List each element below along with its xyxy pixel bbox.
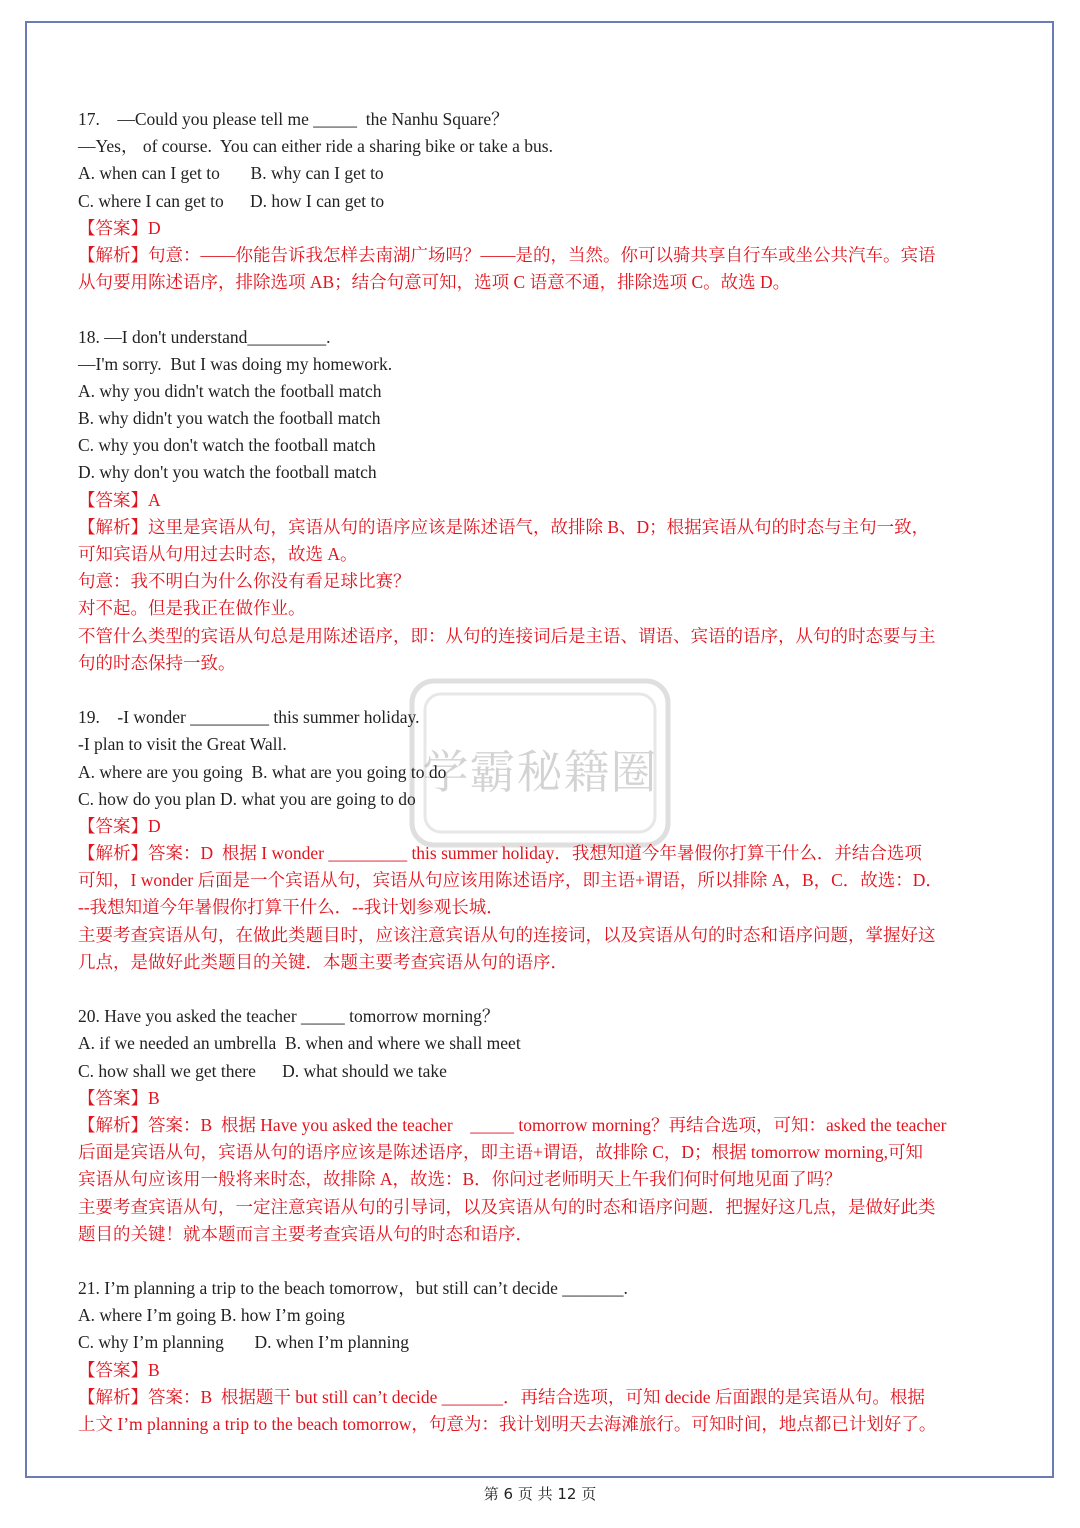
analysis-line: 主要考查宾语从句，在做此类题目时，应该注意宾语从句的连接词，以及宾语从句的时态和语序问题，掌握好这	[78, 924, 936, 945]
option-line: C. how do you plan D. what you are going to do	[78, 788, 416, 809]
watermark-text: 学霸秘籍圈	[422, 745, 658, 799]
option-line: A. when can I get to B. why can I get to	[78, 163, 384, 184]
analysis-line: 宾语从句应该用一般将来时态，故排除 A，故选：B．你问过老师明天上午我们何时何地见面了吗？	[78, 1169, 842, 1190]
answer-label: 【答案】A	[78, 489, 161, 510]
analysis-line: 【解析】答案：B 根据 Have you asked the teacher _____ tomorrow morning？再结合选项，可知：asked the teacher	[78, 1114, 947, 1135]
analysis-line: 题目的关键！就本题而言主要考查宾语从句的时态和语序．	[78, 1223, 533, 1244]
analysis-line: 【解析】句意：——你能告诉我怎样去南湖广场吗？——是的，当然。你可以骑共享自行车或坐公共汽车。宾语	[78, 244, 936, 265]
option-line: C. how shall we get there D. what should we take	[78, 1060, 447, 1081]
question-20	[78, 1003, 1008, 1248]
analysis-line: 主要考查宾语从句，一定注意宾语从句的引导词，以及宾语从句的时态和语序问题．把握好这几点，是做好此类	[78, 1196, 936, 1217]
question-list	[78, 106, 1008, 1438]
question-18	[78, 324, 1008, 677]
option-line: A. if we needed an umbrella B. when and where we shall meet	[78, 1033, 521, 1054]
question-stem: 19. -I wonder _________ this summer holiday.	[78, 707, 420, 728]
analysis-line: 上文 I’m planning a trip to the beach tomorrow，句意为：我计划明天去海滩旅行。可知时间，地点都已计划好了。	[78, 1414, 937, 1434]
option-line: D. why don't you watch the football match	[78, 462, 377, 483]
question-stem: —Yes， of course. You can either ride a sharing bike or take a bus.	[78, 136, 553, 157]
analysis-line: 对不起。但是我正在做作业。	[78, 598, 306, 619]
analysis-line: 不管什么类型的宾语从句总是用陈述语序，即：从句的连接词后是主语、谓语、宾语的语序，从句的时态要与主	[78, 625, 936, 646]
option-line: A. where are you going B. what are you going to do	[78, 761, 447, 782]
answer-label: 【答案】D	[78, 815, 161, 836]
analysis-line: 从句要用陈述语序，排除选项 AB；结合句意可知，选项 C 语意不通，排除选项 C。故选 D。	[78, 272, 791, 293]
question-21	[78, 1275, 1008, 1438]
option-line: A. why you didn't watch the football match	[78, 380, 382, 401]
question-stem: -I plan to visit the Great Wall.	[78, 734, 287, 755]
analysis-line: --我想知道今年暑假你打算干什么．--我计划参观长城．	[78, 897, 504, 918]
question-19	[78, 704, 1008, 976]
analysis-line: 句的时态保持一致。	[78, 652, 236, 673]
analysis-line: 几点，是做好此类题目的关键．本题主要考查宾语从句的语序．	[78, 951, 568, 972]
option-line: C. why you don't watch the football match	[78, 435, 376, 456]
question-stem: 20. Have you asked the teacher _____ tomorrow morning？	[78, 1006, 500, 1027]
question-17	[78, 106, 1008, 296]
analysis-line: 可知，I wonder 后面是一个宾语从句，宾语从句应该用陈述语序，即主语+谓语，所以排除 A，B，C．故选：D．	[78, 870, 943, 891]
option-line: B. why didn't you watch the football match	[78, 408, 381, 429]
answer-label: 【答案】B	[78, 1359, 160, 1380]
option-line: C. where I can get to D. how I can get to	[78, 190, 385, 211]
question-stem: 17. —Could you please tell me _____ the Nanhu Square？	[78, 109, 509, 129]
question-stem: —I'm sorry. But I was doing my homework.	[78, 353, 393, 374]
analysis-line: 后面是宾语从句，宾语从句的语序应该是陈述语序，即主语+谓语，故排除 C，D；根据 tomorrow morning,可知	[78, 1142, 923, 1163]
answer-label: 【答案】D	[78, 217, 161, 238]
page-footer: 第 6 页 共 12 页	[483, 1485, 597, 1503]
analysis-line: 【解析】答案：D 根据 I wonder _________ this summer holiday．我想知道今年暑假你打算干什么．并结合选项	[78, 843, 922, 864]
answer-label: 【答案】B	[78, 1087, 160, 1108]
analysis-line: 【解析】答案：B 根据题干 but still can’t decide _______．再结合选项，可知 decide 后面跟的是宾语从句。根据	[78, 1386, 925, 1407]
option-line: C. why I’m planning D. when I’m planning	[78, 1332, 409, 1353]
analysis-line: 【解析】这里是宾语从句，宾语从句的语序应该是陈述语气，故排除 B、D；根据宾语从句的时态与主句一致，	[78, 516, 930, 537]
option-line: A. where I’m going B. how I’m going	[78, 1305, 345, 1326]
analysis-line: 可知宾语从句用过去时态，故选 A。	[78, 544, 358, 564]
question-stem: 18. —I don't understand_________.	[78, 326, 331, 347]
question-stem: 21. I’m planning a trip to the beach tomorrow，but still can’t decide _______.	[78, 1278, 628, 1299]
analysis-line: 句意：我不明白为什么你没有看足球比赛？	[78, 571, 411, 592]
